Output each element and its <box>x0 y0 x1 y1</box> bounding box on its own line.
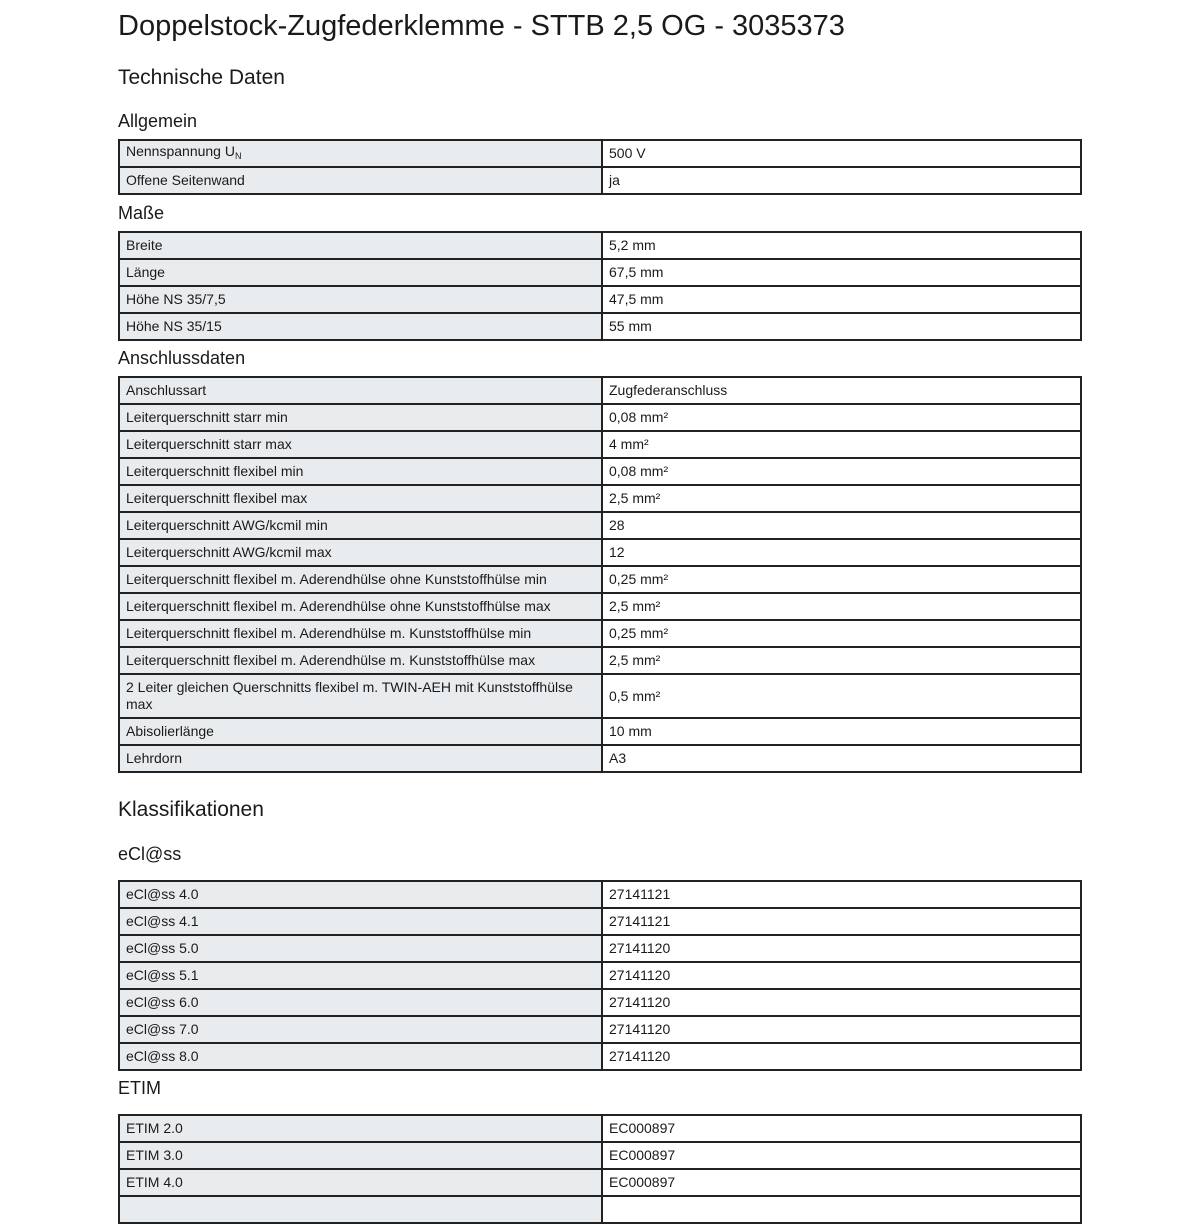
spec-value: 27141120 <box>602 935 1081 962</box>
table-row <box>119 1043 1081 1070</box>
spec-key: Leiterquerschnitt flexibel m. Aderendhülse ohne Kunststoffhülse max <box>119 593 602 620</box>
table-row <box>119 140 1081 167</box>
spec-key: Höhe NS 35/15 <box>119 313 602 340</box>
spec-value: 4 mm² <box>602 431 1081 458</box>
classification-heading: Klassifikationen <box>118 798 264 821</box>
spec-key: Leiterquerschnitt flexibel max <box>119 485 602 512</box>
spec-value: 47,5 mm <box>602 286 1081 313</box>
spec-key: eCl@ss 4.1 <box>119 908 602 935</box>
table-row <box>119 377 1081 404</box>
dimensions-table <box>118 231 1082 341</box>
spec-key: Breite <box>119 232 602 259</box>
spec-key: Länge <box>119 259 602 286</box>
table-row <box>119 935 1081 962</box>
technical-data-heading: Technische Daten <box>118 66 285 89</box>
spec-key: Offene Seitenwand <box>119 167 602 194</box>
table-row <box>119 404 1081 431</box>
table-row <box>119 313 1081 340</box>
spec-key: Leiterquerschnitt flexibel min <box>119 458 602 485</box>
spec-value: EC000897 <box>602 1142 1081 1169</box>
spec-value: 27141120 <box>602 962 1081 989</box>
spec-value: 500 V <box>602 140 1081 167</box>
spec-key: eCl@ss 7.0 <box>119 1016 602 1043</box>
spec-value: 5,2 mm <box>602 232 1081 259</box>
spec-value: Zugfederanschluss <box>602 377 1081 404</box>
table-row <box>119 989 1081 1016</box>
spec-key: Anschlussart <box>119 377 602 404</box>
spec-key: ETIM 4.0 <box>119 1169 602 1196</box>
spec-value <box>602 1196 1081 1223</box>
table-row <box>119 674 1081 718</box>
spec-value: EC000897 <box>602 1115 1081 1142</box>
spec-key: Abisolierlänge <box>119 718 602 745</box>
table-row <box>119 881 1081 908</box>
spec-value: 55 mm <box>602 313 1081 340</box>
table-row <box>119 593 1081 620</box>
spec-key: Leiterquerschnitt AWG/kcmil max <box>119 539 602 566</box>
spec-key: Lehrdorn <box>119 745 602 772</box>
spec-key: eCl@ss 8.0 <box>119 1043 602 1070</box>
eclass-heading: eCl@ss <box>118 844 182 864</box>
spec-value: 2,5 mm² <box>602 647 1081 674</box>
general-heading: Allgemein <box>118 111 198 131</box>
spec-value: 2,5 mm² <box>602 485 1081 512</box>
table-row <box>119 485 1081 512</box>
spec-key: Nennspannung $U_N$ <box>119 140 602 167</box>
spec-value: 10 mm <box>602 718 1081 745</box>
spec-value: 0,5 mm² <box>602 674 1081 718</box>
spec-key: eCl@ss 5.0 <box>119 935 602 962</box>
connection-heading: Anschlussdaten <box>118 348 246 368</box>
spec-key: Leiterquerschnitt flexibel m. Aderendhülse m. Kunststoffhülse min <box>119 620 602 647</box>
spec-value: 0,08 mm² <box>602 458 1081 485</box>
spec-value: ja <box>602 167 1081 194</box>
spec-key: eCl@ss 4.0 <box>119 881 602 908</box>
spec-value: 27141121 <box>602 881 1081 908</box>
spec-value: 67,5 mm <box>602 259 1081 286</box>
spec-value: 27141120 <box>602 1016 1081 1043</box>
table-row <box>119 539 1081 566</box>
etim-table <box>118 1114 1082 1224</box>
spec-value: EC000897 <box>602 1169 1081 1196</box>
spec-key: Leiterquerschnitt starr min <box>119 404 602 431</box>
spec-value: 0,25 mm² <box>602 566 1081 593</box>
table-row <box>119 908 1081 935</box>
spec-value: A3 <box>602 745 1081 772</box>
spec-value: 12 <box>602 539 1081 566</box>
general-table <box>118 139 1082 195</box>
table-row <box>119 167 1081 194</box>
spec-key: Leiterquerschnitt AWG/kcmil min <box>119 512 602 539</box>
table-row <box>119 232 1081 259</box>
table-row <box>119 1115 1081 1142</box>
table-row <box>119 1169 1081 1196</box>
spec-value: 2,5 mm² <box>602 593 1081 620</box>
table-row <box>119 962 1081 989</box>
spec-key: eCl@ss 6.0 <box>119 989 602 1016</box>
table-row <box>119 620 1081 647</box>
table-row <box>119 286 1081 313</box>
spec-value: 27141121 <box>602 908 1081 935</box>
table-row <box>119 718 1081 745</box>
spec-key: eCl@ss 5.1 <box>119 962 602 989</box>
spec-value: 27141120 <box>602 1043 1081 1070</box>
spec-key <box>119 1196 602 1223</box>
etim-heading: ETIM <box>118 1078 161 1098</box>
spec-key: ETIM 2.0 <box>119 1115 602 1142</box>
table-row <box>119 431 1081 458</box>
page-title: Doppelstock-Zugfederklemme - STTB 2,5 OG - 3035373 <box>118 10 845 42</box>
spec-key: 2 Leiter gleichen Querschnitts flexibel m. TWIN-AEH mit Kunststoffhülse max <box>119 674 602 718</box>
spec-key: Leiterquerschnitt flexibel m. Aderendhülse m. Kunststoffhülse max <box>119 647 602 674</box>
spec-value: 27141120 <box>602 989 1081 1016</box>
table-row <box>119 745 1081 772</box>
table-row <box>119 458 1081 485</box>
table-row <box>119 512 1081 539</box>
spec-key: Leiterquerschnitt flexibel m. Aderendhülse ohne Kunststoffhülse min <box>119 566 602 593</box>
spec-value: 0,25 mm² <box>602 620 1081 647</box>
eclass-table <box>118 880 1082 1071</box>
spec-key: Höhe NS 35/7,5 <box>119 286 602 313</box>
table-row <box>119 259 1081 286</box>
table-row <box>119 1142 1081 1169</box>
spec-value: 0,08 mm² <box>602 404 1081 431</box>
dimensions-heading: Maße <box>118 203 165 223</box>
connection-table <box>118 376 1082 773</box>
spec-value: 28 <box>602 512 1081 539</box>
table-row <box>119 1016 1081 1043</box>
table-row <box>119 647 1081 674</box>
table-row <box>119 566 1081 593</box>
spec-key: ETIM 3.0 <box>119 1142 602 1169</box>
spec-key: Leiterquerschnitt starr max <box>119 431 602 458</box>
table-row <box>119 1196 1081 1223</box>
